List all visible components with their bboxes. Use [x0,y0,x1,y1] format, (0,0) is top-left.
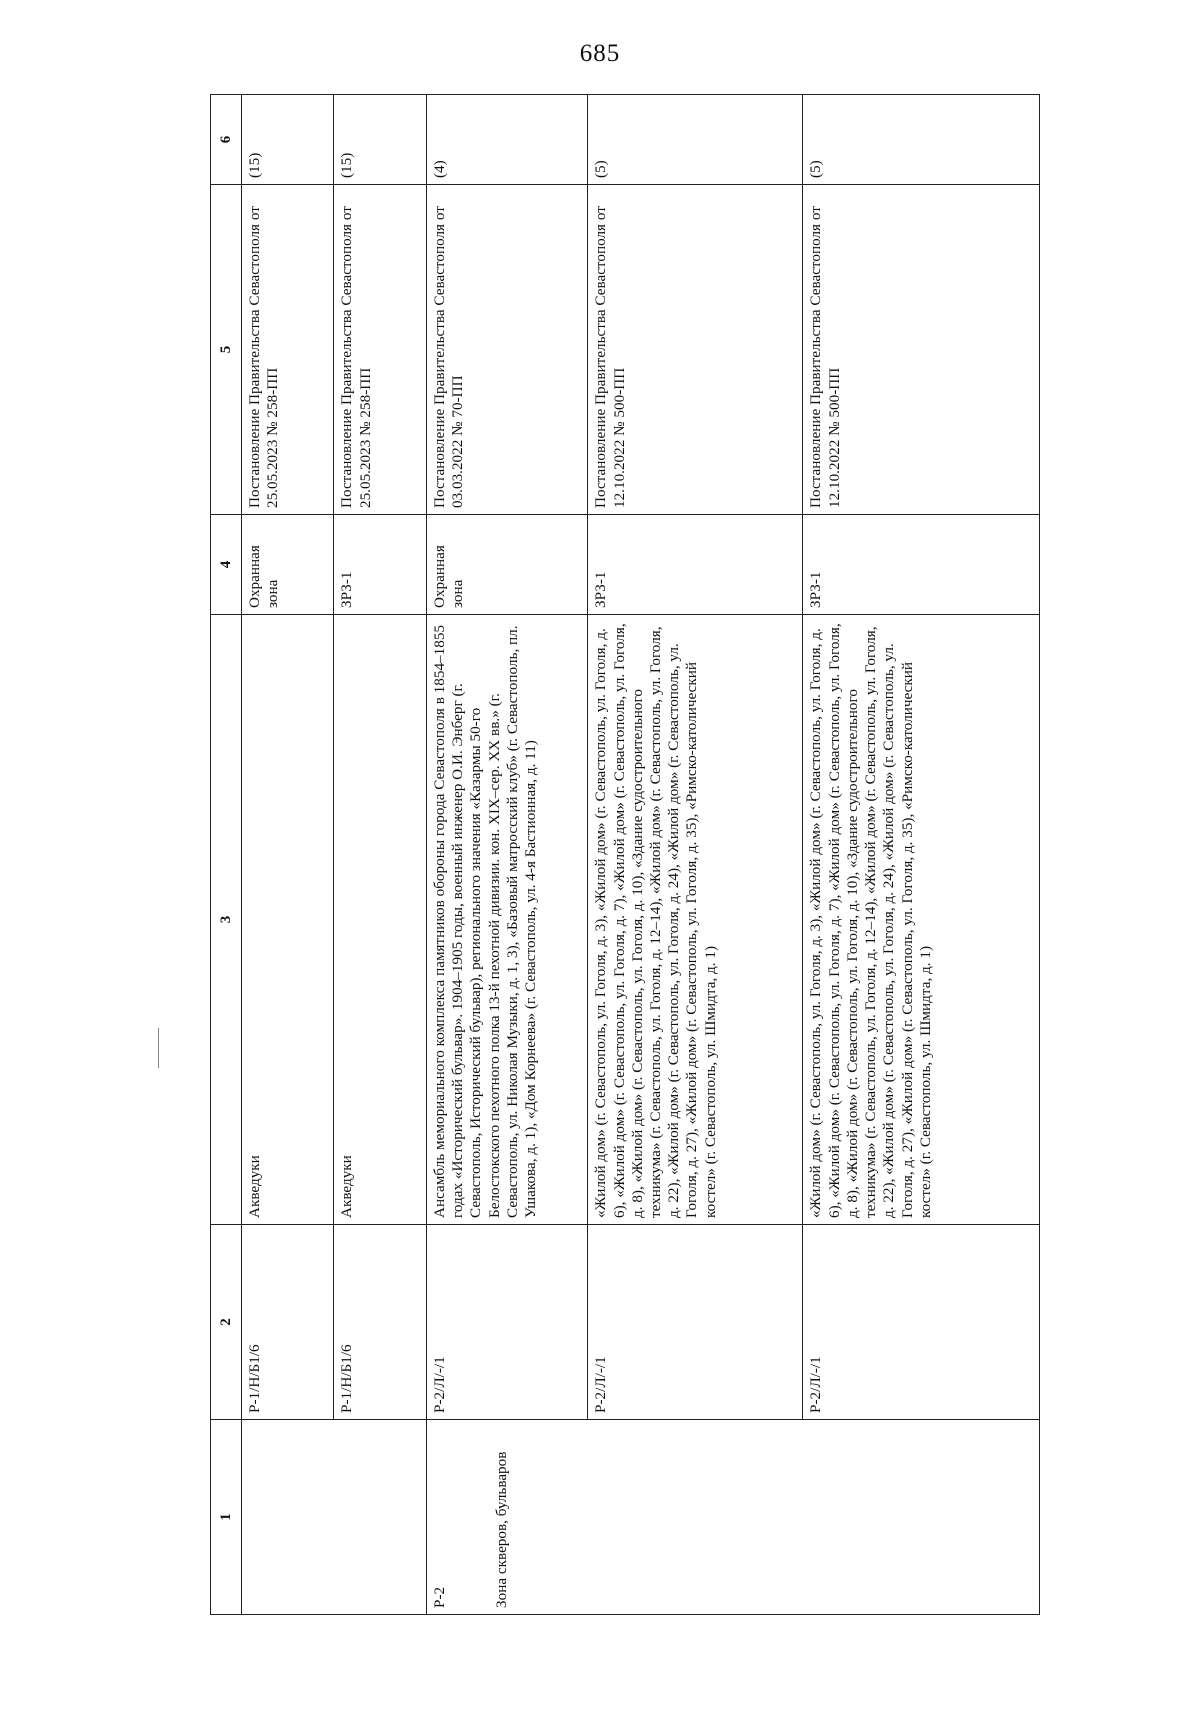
row-name: Акведуки [242,615,334,1225]
zone-gap [449,1426,493,1608]
margin-mark [158,1028,159,1068]
row-code: Р-1/Н/Б1/6 [242,1225,334,1420]
row-zone-type: ЗРЗ-1 [588,515,803,615]
header-col-3: 3 [211,615,242,1225]
zone-cell-empty [242,1420,334,1615]
header-col-1: 1 [211,1420,242,1615]
table-row [426,95,587,1615]
row-zone-type: Охранная зона [426,515,587,615]
row-name: «Жилой дом» (г. Севастополь, ул. Гоголя, д. 3), «Жилой дом» (г. Севастополь, ул. Гоголя, д. 6), «Жилой дом» (г. Севастополь, ул. Гоголя, д. 7), «Жилой дом» (г. Севастополь, ул. Гоголя, д. 8), «Жилой дом» (г. Севастополь, ул. Гоголя, д. 10), «Здание судостроительного техникума» (г. Севастополь, ул. Гоголя, д. 12–14), «Жилой дом» (г. Севастополь, ул. Гоголя, д. 22), «Жилой дом» (г. Севастополь, ул. Гоголя, д. 24), «Жилой дом» (г. Севастополь, ул. Гоголя, д. 27), «Жилой дом» (г. Севастополь, ул. Гоголя, д. 35), «Римско-католический костел» (г. Севастополь, ул. Шмидта, д. 1) [588,615,803,1225]
header-col-2: 2 [211,1225,242,1420]
zone-cell-empty [803,1420,1040,1615]
row-ref: (5) [803,95,1040,185]
header-row [211,95,242,1615]
row-ref: (15) [334,95,426,185]
row-code: Р-2/Л/-/1 [803,1225,1040,1420]
row-name: «Жилой дом» (г. Севастополь, ул. Гоголя, д. 3), «Жилой дом» (г. Севастополь, ул. Гоголя, д. 6), «Жилой дом» (г. Севастополь, ул. Гоголя, д. 7), «Жилой дом» (г. Севастополь, ул. Гоголя, д. 8), «Жилой дом» (г. Севастополь, ул. Гоголя, д. 10), «Здание судостроительного техникума» (г. Севастополь, ул. Гоголя, д. 12–14), «Жилой дом» (г. Севастополь, ул. Гоголя, д. 22), «Жилой дом» (г. Севастополь, ул. Гоголя, д. 24), «Жилой дом» (г. Севастополь, ул. Гоголя, д. 27), «Жилой дом» (г. Севастополь, ул. Гоголя, д. 35), «Римско-католический костел» (г. Севастополь, ул. Шмидта, д. 1) [803,615,1040,1225]
table-row [242,95,334,1615]
row-ref: (15) [242,95,334,185]
table-row [803,95,1040,1615]
zone-code: Р-2 [430,1586,448,1608]
row-code: Р-2/Л/-/1 [588,1225,803,1420]
zone-cell [426,1420,587,1615]
header-col-5: 5 [211,185,242,515]
row-name: Акведуки [334,615,426,1225]
page-number: 685 [579,40,621,67]
zone-name: Зона скверов, бульваров [493,1451,511,1608]
row-ref: (5) [588,95,803,185]
row-zone-type: ЗРЗ-1 [334,515,426,615]
row-doc: Постановление Правительства Севастополя от 12.10.2022 № 500-ПП [588,185,803,515]
row-doc: Постановление Правительства Севастополя от 25.05.2023 № 258-ПП [334,185,426,515]
header-col-4: 4 [211,515,242,615]
row-doc: Постановление Правительства Севастополя от 25.05.2023 № 258-ПП [242,185,334,515]
zone-cell-empty [588,1420,803,1615]
header-col-6: 6 [211,95,242,185]
zones-table [210,94,1040,1615]
rotated-table-container [210,95,1040,1615]
table-row [588,95,803,1615]
row-name: Ансамбль мемориального комплекса памятников обороны города Севастополя в 1854–1855 годах «Исторический бульвар». 1904–1905 годы, военный инженер О.И. Энберг (г. Севастополь, Исторический бульвар), регионального значения «Казармы 50-го Белостокского пехотного полка 13-й пехотной дивизии. кон. XIX–сер. XX вв.» (г. Севастополь, ул. Николая Музыки, д. 1, 3), «Базовый матросский клуб» (г. Севастополь, пл. Ушакова, д. 1), «Дом Корнеева» (г. Севастополь, ул. 4-я Бастионная, д. 11) [426,615,587,1225]
row-ref: (4) [426,95,587,185]
zone-cell-empty [334,1420,426,1615]
row-code: Р-2/Л/-/1 [426,1225,587,1420]
table-row [334,95,426,1615]
row-zone-type: Охранная зона [242,515,334,615]
row-doc: Постановление Правительства Севастополя от 03.03.2022 № 70-ПП [426,185,587,515]
row-doc: Постановление Правительства Севастополя от 12.10.2022 № 500-ПП [803,185,1040,515]
row-zone-type: ЗРЗ-1 [803,515,1040,615]
row-code: Р-1/Н/Б1/6 [334,1225,426,1420]
